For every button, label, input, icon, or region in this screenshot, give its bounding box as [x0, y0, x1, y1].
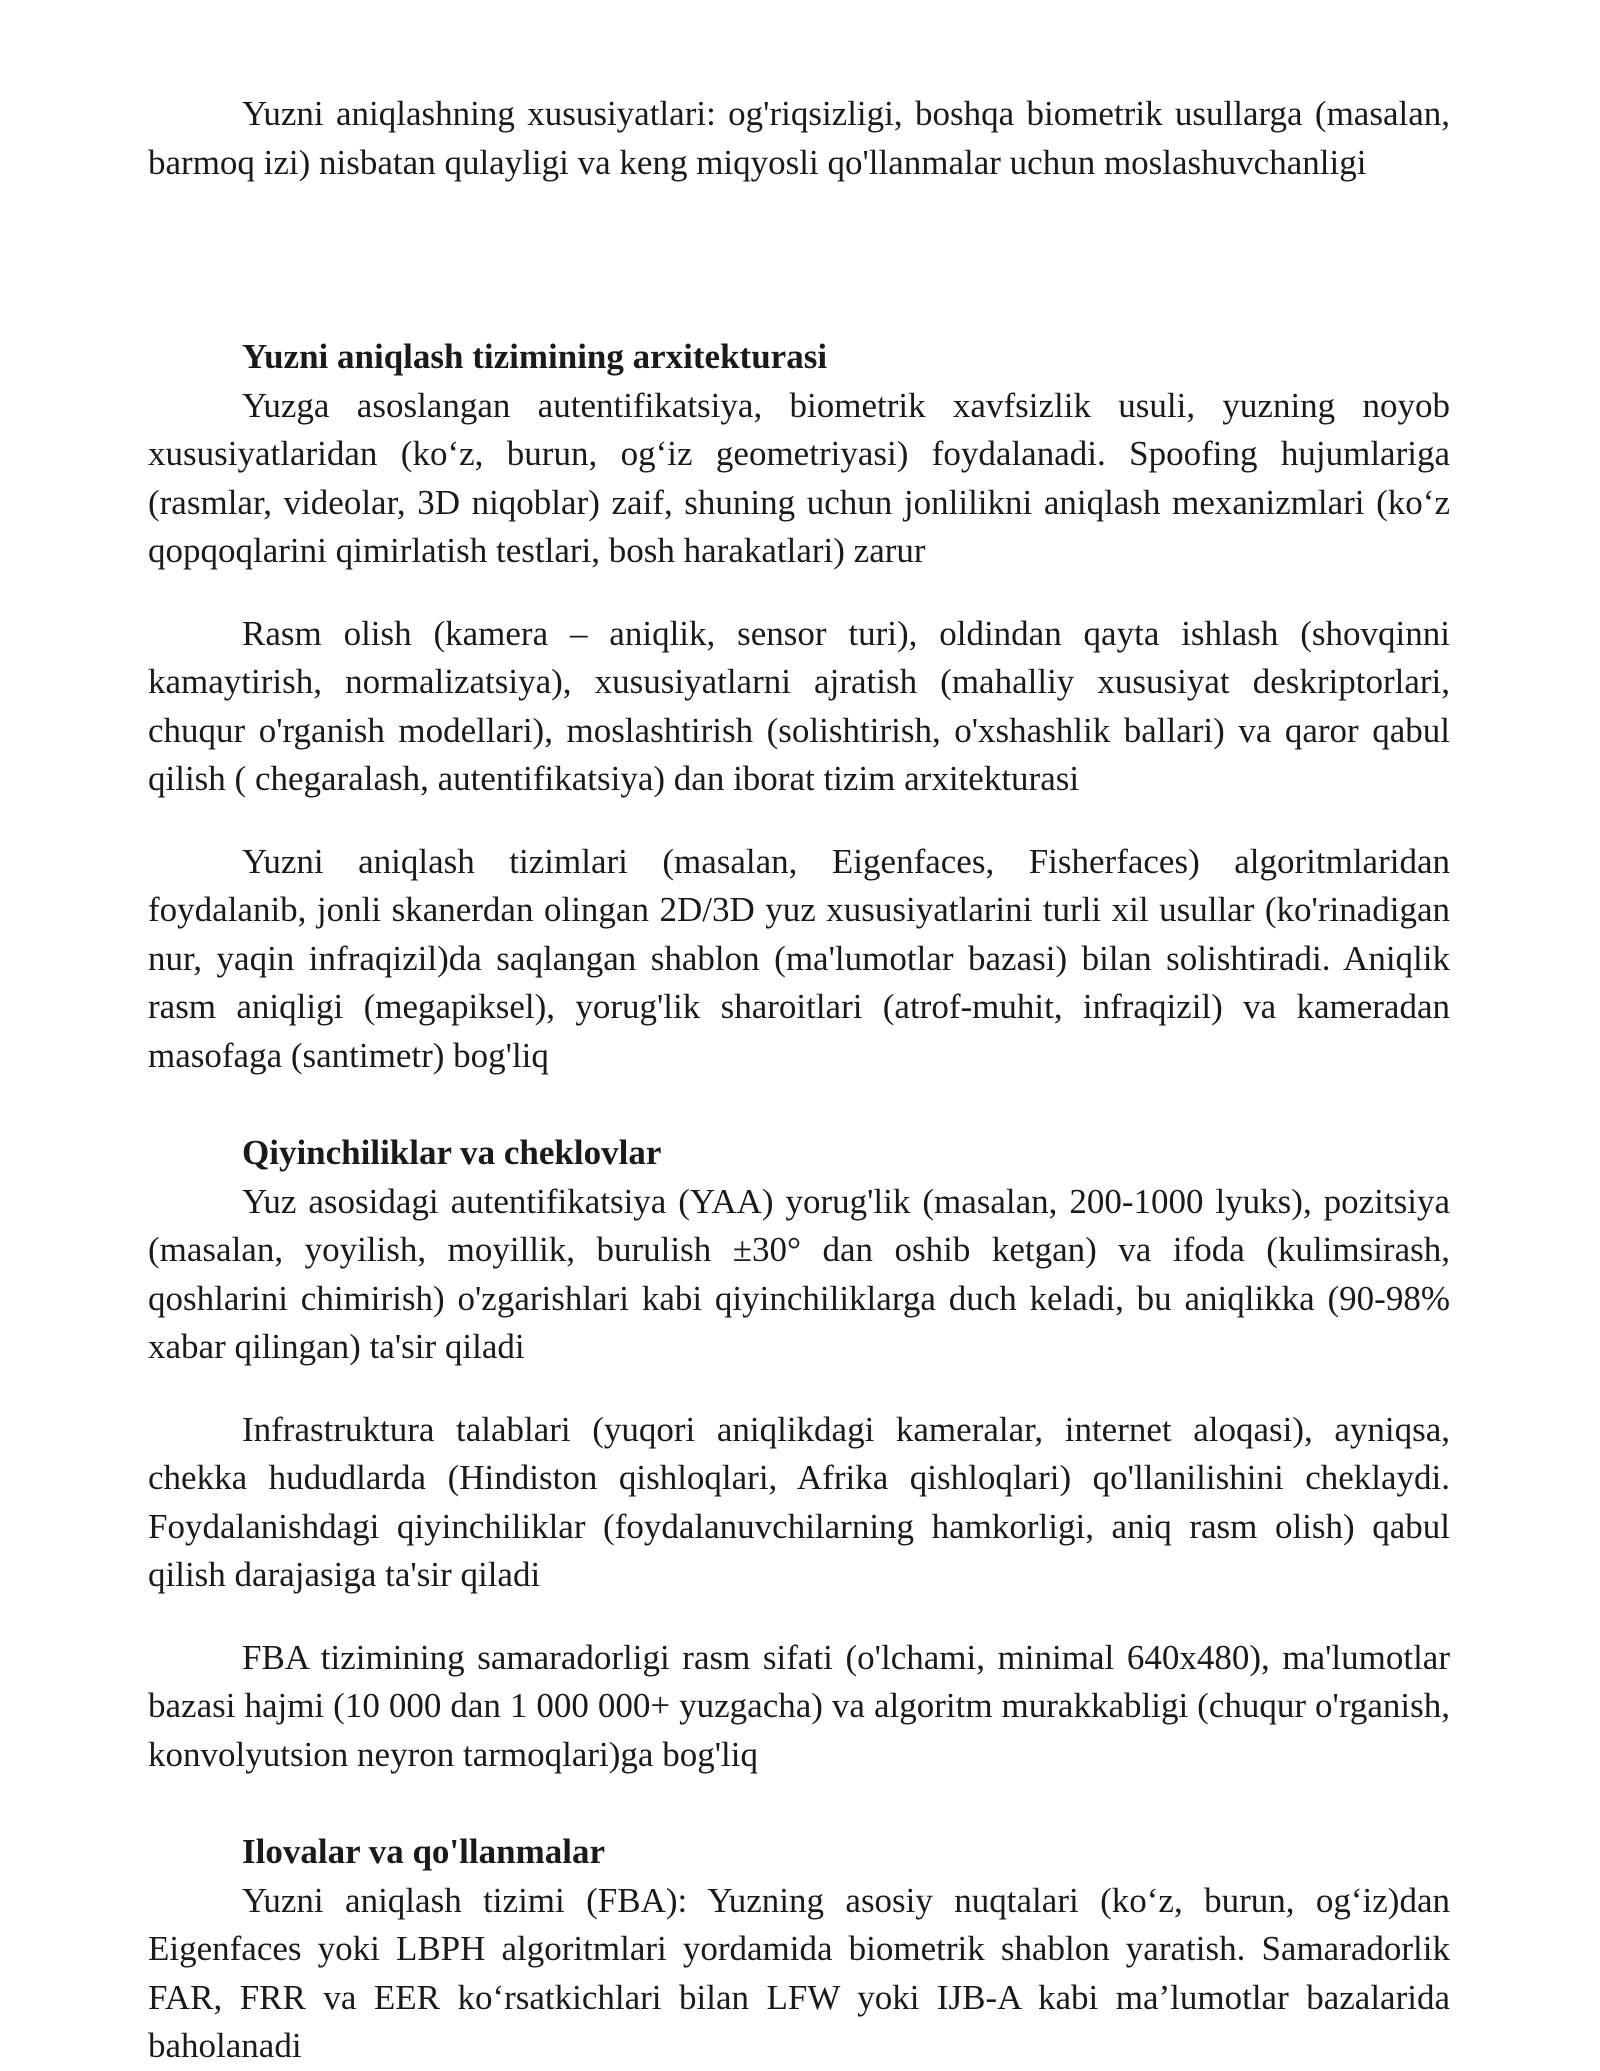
section-heading-applications: Ilovalar va qo'llanmalar — [242, 1832, 605, 1871]
architecture-paragraph-1: Yuzga asoslangan autentifikatsiya, biometrik xavfsizlik usuli, yuzning noyob xususiyatlaridan (ko‘z, burun, og‘iz geometriyasi) foydalanadi. Spoofing hujumlariga (rasmlar, videolar, 3D niqoblar) zaif, shuning uchun jonlilikni aniqlash mexanizmlari (ko‘z qopqoqlarini qimirlatish testlari, bosh harakatlari) zarur — [148, 385, 1450, 570]
section-heading-architecture: Yuzni aniqlash tizimining arxitekturasi — [242, 337, 828, 376]
section-heading-challenges: Qiyinchiliklar va cheklovlar — [242, 1133, 662, 1172]
architecture-paragraph-2: Rasm olish (kamera – aniqlik, sensor turi), oldindan qayta ishlash (shovqinni kamaytirish, normalizatsiya), xususiyatlarni ajratish (mahalliy xususiyat deskriptorlari, chuqur o'rganish modellari), moslashtirish (solishtirish, o'xshashlik ballari) va qaror qabul qilish ( chegaralash, autentifikatsiya) dan iborat tizim arxitekturasi — [148, 613, 1450, 798]
challenges-paragraph-1: Yuz asosidagi autentifikatsiya (YAA) yorug'lik (masalan, 200-1000 lyuks), pozitsiya (masalan, yoyilish, moyillik, burulish ±30° dan oshib ketgan) va ifoda (kulimsirash, qoshlarini chimirish) o'zgarishlari kabi qiyinchiliklarga duch keladi, bu aniqlikka (90-98% xabar qilingan) ta'sir qiladi — [148, 1181, 1450, 1366]
applications-paragraph-1: Yuzni aniqlash tizimi (FBA): Yuzning asosiy nuqtalari (ko‘z, burun, og‘iz)dan Eigenfaces yoki LBPH algoritmlari yordamida biometrik shablon yaratish. Samaradorlik FAR, FRR va EER ko‘rsatkichlari bilan LFW yoki IJB-A kabi ma’lumotlar bazalarida baholanadi — [148, 1880, 1450, 2065]
architecture-paragraph-3: Yuzni aniqlash tizimlari (masalan, Eigenfaces, Fisherfaces) algoritmlaridan foydalanib, jonli skanerdan olingan 2D/3D yuz xususiyatlarini turli xil usullar (ko'rinadigan nur, yaqin infraqizil)da saqlangan shablon (ma'lumotlar bazasi) bilan solishtiradi. Aniqlik rasm aniqligi (megapiksel), yorug'lik sharoitlari (atrof-muhit, infraqizil) va kameradan masofaga (santimetr) bog'liq — [148, 841, 1450, 1075]
challenges-paragraph-2: Infrastruktura talablari (yuqori aniqlikdagi kameralar, internet aloqasi), ayniqsa, chekka hududlarda (Hindiston qishloqlari, Afrika qishloqlari) qo'llanilishini cheklaydi. Foydalanishdagi qiyinchiliklar (foydalanuvchilarning hamkorligi, aniq rasm olish) qabul qilish darajasiga ta'sir qiladi — [148, 1409, 1450, 1594]
document-page — [148, 90, 1450, 2071]
challenges-paragraph-3: FBA tizimining samaradorligi rasm sifati (o'lchami, minimal 640x480), ma'lumotlar bazasi hajmi (10 000 dan 1 000 000+ yuzgacha) va algoritm murakkabligi (chuqur o'rganish, konvolyutsion neyron tarmoqlari)ga bog'liq — [148, 1637, 1450, 1774]
intro-paragraph: Yuzni aniqlashning xususiyatlari: og'riqsizligi, boshqa biometrik usullarga (masalan, barmoq izi) nisbatan qulayligi va keng miqyosli qo'llanmalar uchun moslashuvchanligi — [148, 94, 1450, 182]
